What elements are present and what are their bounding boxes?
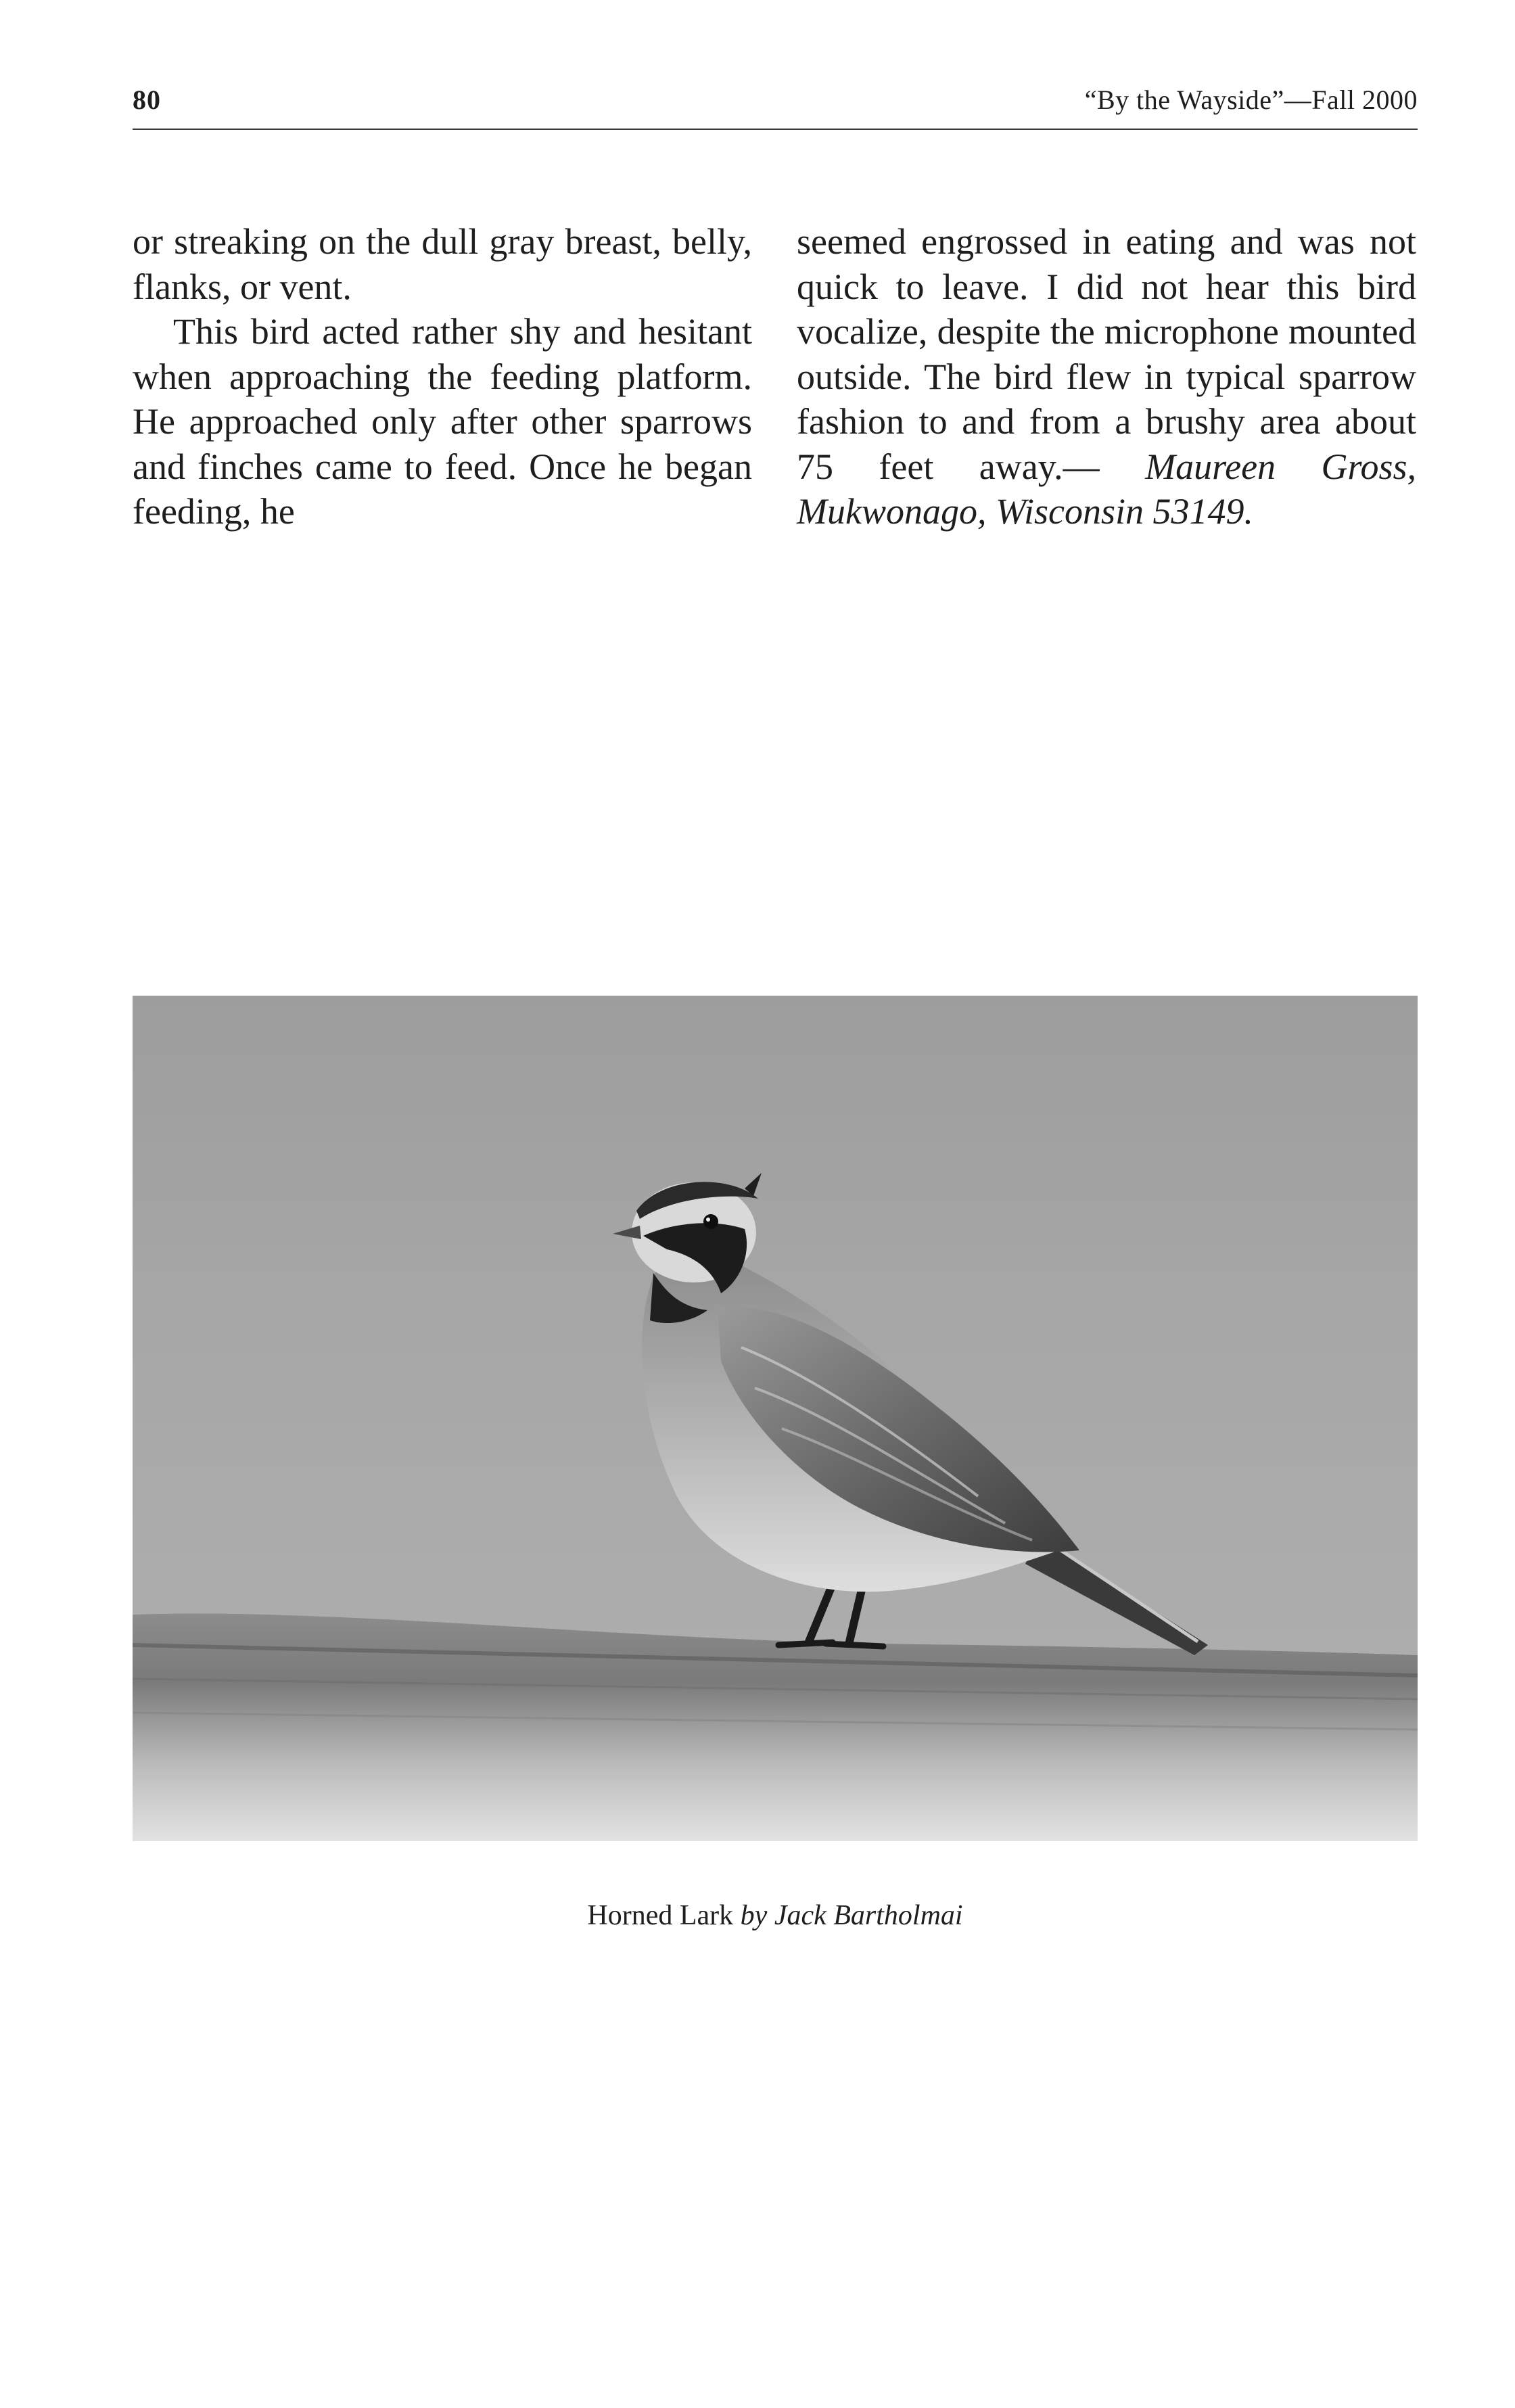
caption-credit: by Jack Bartholmai: [740, 1900, 963, 1931]
caption-title: Horned Lark: [587, 1900, 734, 1931]
horned-lark-photo: [133, 996, 1418, 1841]
paragraph-behavior: This bird acted rather shy and hesitant when approaching the feeding platform. He approached only after other sparrows and finches came to feed. Once he began feeding, he: [133, 311, 752, 532]
figure-caption: [133, 1899, 1418, 1932]
page-number: 80: [133, 85, 161, 115]
paragraph-text: seemed engrossed in eating and was not quick to leave. I did not hear this bird vocalize, despite the microphone mounted outside. The bird flew in typical sparrow fashion to and from a brushy area about 75 feet away.—: [797, 221, 1416, 487]
author-signature: Maureen Gross, Mukwonago, Wisconsin 53149.: [797, 446, 1416, 532]
text-column-left: [133, 219, 752, 534]
paragraph-continuation: [797, 219, 1416, 534]
paragraph-continued: or streaking on the dull gray breast, belly, flanks, or vent.: [133, 221, 752, 307]
text-column-right: [797, 219, 1416, 534]
running-head: “By the Wayside”—Fall 2000: [1084, 85, 1418, 115]
page-header: [133, 80, 1418, 130]
bird-illustration: [133, 996, 1418, 1841]
